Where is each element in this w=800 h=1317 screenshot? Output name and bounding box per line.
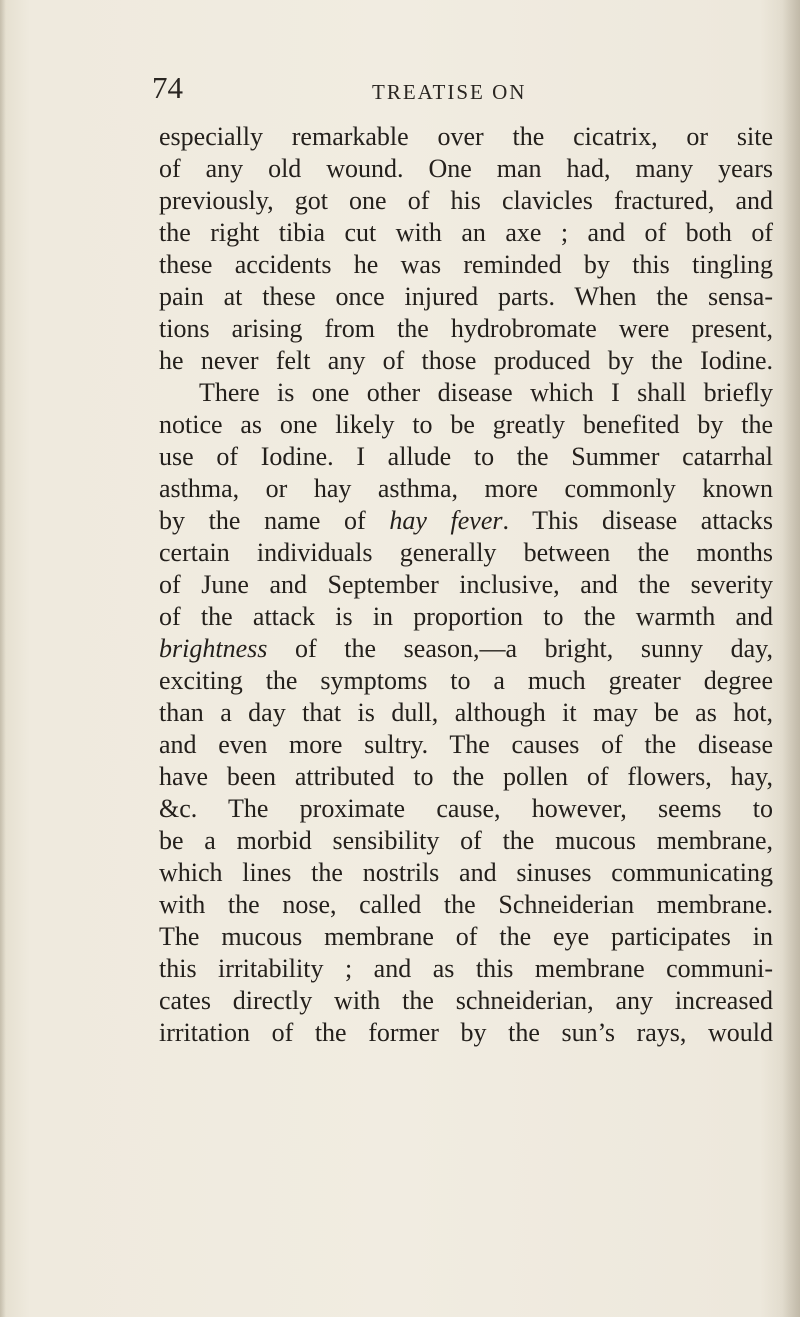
text-line: notice as one likely to be greatly benefited by the [159, 410, 773, 439]
text-line: this irritability ; and as this membrane communi- [159, 954, 773, 983]
text-line: pain at these once injured parts. When the sensa- [159, 282, 773, 311]
text-line: &c. The proximate cause, however, seems to [159, 794, 773, 823]
text-line: the right tibia cut with an axe ; and of both of [159, 218, 773, 247]
text-line: he never felt any of those produced by the Iodine. [159, 346, 773, 375]
text-line: than a day that is dull, although it may be as hot, [159, 698, 773, 727]
body-text [159, 121, 773, 1049]
text-line: these accidents he was reminded by this tingling [159, 250, 773, 279]
text-line: The mucous membrane of the eye participates in [159, 922, 773, 951]
text-line-with-italic [159, 633, 773, 665]
text-line: previously, got one of his clavicles fractured, and [159, 186, 773, 215]
text-line: which lines the nostrils and sinuses communicating [159, 858, 773, 887]
text-line: especially remarkable over the cicatrix, or site [159, 122, 773, 151]
page-left-edge [0, 0, 6, 1317]
text-line: with the nose, called the Schneiderian membrane. [159, 890, 773, 919]
text-line: have been attributed to the pollen of flowers, hay, [159, 762, 773, 791]
text-line: and even more sultry. The causes of the disease [159, 730, 773, 759]
italic-term-hay-fever: hay fever [389, 506, 503, 535]
text-line: irritation of the former by the sun’s rays, would [159, 1018, 773, 1047]
text-line: There is one other disease which I shall briefly [199, 378, 773, 407]
page-right-edge-shadow [782, 0, 800, 1317]
page-header [0, 68, 800, 108]
running-head: TREATISE ON [372, 80, 527, 104]
text-line-with-italic [159, 505, 773, 537]
text-line: of any old wound. One man had, many years [159, 154, 773, 183]
italic-term-brightness: brightness [159, 634, 268, 663]
page-number: 74 [152, 70, 183, 105]
text-line: tions arising from the hydrobromate were present, [159, 314, 773, 343]
text-line: use of Iodine. I allude to the Summer catarrhal [159, 442, 773, 471]
text-line: be a morbid sensibility of the mucous membrane, [159, 826, 773, 855]
text-line: cates directly with the schneiderian, any increased [159, 986, 773, 1015]
text-segment: by the name of [159, 506, 390, 535]
text-line: of June and September inclusive, and the severity [159, 570, 773, 599]
text-line: of the attack is in proportion to the warmth and [159, 602, 773, 631]
text-segment: . This disease attacks [502, 506, 773, 535]
text-line: certain individuals generally between the months [159, 538, 773, 567]
text-line: asthma, or hay asthma, more commonly known [159, 474, 773, 503]
text-line: exciting the symptoms to a much greater degree [159, 666, 773, 695]
text-segment: of the season,—a bright, sunny day, [267, 634, 773, 663]
